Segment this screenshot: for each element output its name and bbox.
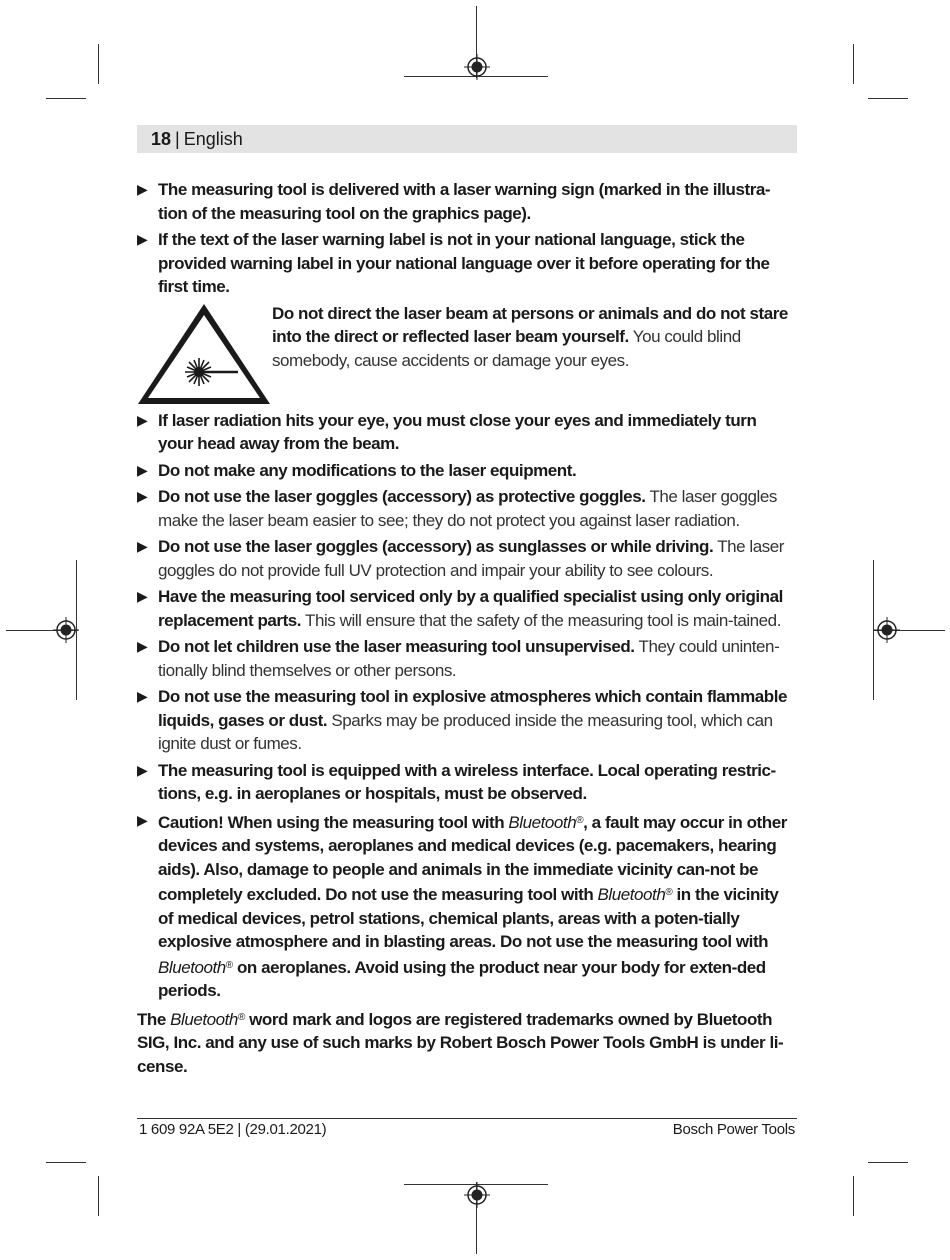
arrow-icon: ▶ bbox=[137, 231, 148, 247]
arrow-icon: ▶ bbox=[137, 811, 148, 828]
list-item bbox=[137, 759, 795, 806]
safety-instructions bbox=[137, 178, 795, 1078]
item-bold-text: Do not make any modifications to the laser equipment. bbox=[158, 460, 577, 480]
crop-mark bbox=[46, 1162, 86, 1163]
laser-warning-bold: Do not direct the laser beam at persons or animals and do not stare into the direct or reflected laser beam yourself. bbox=[272, 303, 788, 346]
item-bold-text: If laser radiation hits your eye, you must close your eyes and immediately turn your head away from the beam. bbox=[158, 410, 757, 453]
crop-mark bbox=[868, 98, 908, 99]
item-normal-text: They could uninten-tionally blind themselves or other persons. bbox=[158, 637, 780, 680]
item-normal-text: This will ensure that the safety of the measuring tool is main-tained. bbox=[301, 610, 781, 630]
list-item bbox=[137, 635, 795, 682]
list-item bbox=[137, 178, 795, 225]
list-item bbox=[137, 485, 795, 532]
footer-brand: Bosch Power Tools bbox=[672, 1121, 795, 1138]
arrow-icon: ▶ bbox=[137, 538, 148, 554]
crop-mark bbox=[98, 44, 99, 84]
list-item bbox=[137, 409, 795, 456]
list-item bbox=[137, 585, 795, 632]
item-bold-text: If the text of the laser warning label is not in your national language, stick the provided warning label in your national language over it before operating for the first time. bbox=[158, 230, 770, 296]
arrow-icon: ▶ bbox=[137, 181, 148, 197]
crop-mark bbox=[46, 98, 86, 99]
header-separator: | bbox=[175, 128, 180, 149]
arrow-icon: ▶ bbox=[137, 588, 148, 604]
registration-mark-icon bbox=[464, 54, 490, 80]
item-normal-text: The laser goggles do not provide full UV protection and impair your ability to see colours. bbox=[158, 537, 785, 580]
footer-document-id: 1 609 92A 5E2 | (29.01.2021) bbox=[139, 1121, 327, 1138]
arrow-icon: ▶ bbox=[137, 761, 148, 778]
item-bold-text: Have the measuring tool serviced only by a qualified specialist using only original replacement parts. bbox=[158, 587, 783, 630]
arrow-icon: ▶ bbox=[137, 461, 148, 478]
page-header bbox=[137, 125, 797, 153]
registration-mark-icon bbox=[464, 1182, 490, 1208]
item-bold-text: Do not use the laser goggles (accessory) as sunglasses or while driving. bbox=[158, 537, 714, 556]
laser-warning-normal: You could blind somebody, cause accidents or damage your eyes. bbox=[272, 327, 741, 370]
item-bold-text: Do not let children use the laser measuring tool unsupervised. bbox=[158, 637, 635, 656]
registration-mark-icon bbox=[874, 617, 900, 643]
crop-mark bbox=[868, 1162, 908, 1163]
list-item bbox=[137, 809, 795, 1003]
trademark-notice: The Bluetooth® word mark and logos are registered trademarks owned by Bluetooth SIG, Inc. and any use of such marks by Robert Bosch Power Tools GmbH is under li-cense. bbox=[137, 1009, 784, 1076]
crop-mark bbox=[853, 44, 854, 84]
item-bold-text: Do not use the measuring tool in explosive atmospheres which contain flammable liquids, gases or dust. bbox=[158, 687, 787, 730]
arrow-icon: ▶ bbox=[137, 411, 148, 428]
page-number: 18 bbox=[151, 128, 172, 149]
laser-warning-block bbox=[137, 302, 795, 406]
arrow-icon: ▶ bbox=[137, 638, 148, 654]
footer-rule bbox=[137, 1118, 797, 1119]
list-item bbox=[137, 535, 795, 582]
item-bold-text: The measuring tool is equipped with a wireless interface. Local operating restric-tions, e.g. in aeroplanes or hospitals, must be observed. bbox=[158, 760, 776, 803]
arrow-icon: ▶ bbox=[137, 488, 148, 504]
crop-mark bbox=[98, 1176, 99, 1216]
item-normal-text: The laser goggles make the laser beam easier to see; they do not protect you against laser radiation. bbox=[158, 487, 777, 530]
bluetooth-caution: Caution! When using the measuring tool with Bluetooth®, a fault may occur in other devices and systems, aeroplanes and medical devices (e.g. pacemakers, hearing aids). Also, damage to people and animals in the immediate vicinity can-not be completely excluded. Do not use the measuring tool with Bluetooth® in the vicinity of medical devices, petrol stations, chemical plants, areas with a poten-tially explosive atmosphere and in blasting areas. Do not use the measuring tool with Bluetooth® on aeroplanes. Avoid using the product near your body for exten-ded periods. bbox=[158, 812, 787, 1000]
arrow-icon: ▶ bbox=[137, 688, 148, 704]
list-item bbox=[137, 228, 795, 299]
registration-mark-icon bbox=[53, 617, 79, 643]
laser-warning-text bbox=[272, 302, 795, 406]
item-bold-text: Do not use the laser goggles (accessory) as protective goggles. bbox=[158, 487, 646, 506]
list-item bbox=[137, 459, 795, 483]
header-language: English bbox=[183, 128, 243, 149]
laser-warning-icon bbox=[137, 302, 272, 406]
item-bold-text: The measuring tool is delivered with a laser warning sign (marked in the illustra-tion of the measuring tool on the graphics page). bbox=[158, 180, 771, 223]
item-normal-text: Sparks may be produced inside the measuring tool, which can ignite dust or fumes. bbox=[158, 710, 773, 753]
crop-mark bbox=[853, 1176, 854, 1216]
list-item bbox=[137, 685, 795, 756]
